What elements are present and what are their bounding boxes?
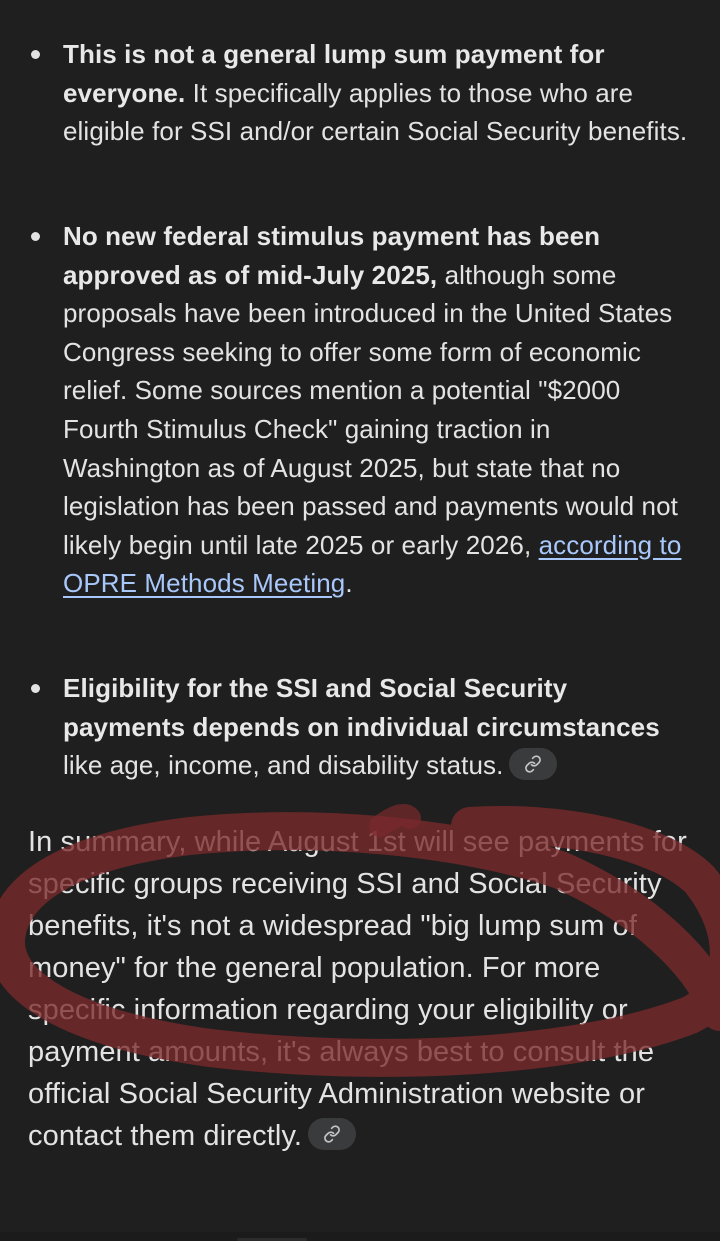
bullet-1-bold-text: This is not a general lump sum payment for everyone. [63, 39, 605, 108]
source-link-chip[interactable] [509, 748, 557, 780]
bullet-item-lump-sum [63, 35, 688, 151]
bullet-dot [31, 684, 40, 693]
link-icon [524, 755, 542, 773]
bottom-bar [0, 1232, 720, 1241]
bullet-2-bold-text: No new federal stimulus payment has been approved as of mid-July 2025, [63, 221, 601, 290]
bullet-item-eligibility [63, 669, 688, 785]
link-icon [323, 1125, 341, 1143]
bullet-dot [31, 50, 40, 59]
bullet-dot [31, 232, 40, 241]
bullet-3-bold-text: Eligibility for the SSI and Social Security payments depends on individual circumstances [63, 673, 660, 742]
summary-text: In summary, while August 1st will see payments for specific groups receiving SSI and Social Security benefits, it's not a widespread "big lump sum of money" for the general population. For more specific information regarding your eligibility or payment amounts, it's always best to consult the official Social Security Administration website or contact them directly. [28, 826, 687, 1152]
bullet-3-text: like age, income, and disability status. [63, 750, 504, 781]
bullet-item-stimulus [63, 217, 688, 603]
opre-methods-meeting-link[interactable]: according to OPRE Methods Meeting [63, 529, 682, 599]
bullet-1-text: It specifically applies to those who are eligible for SSI and/or certain Social Security benefits. [63, 77, 688, 147]
summary-source-link-chip[interactable] [308, 1118, 356, 1150]
bullet-2-text: although some proposals have been introduced in the United States Congress seeking to offer some form of economic relief. Some sources mention a potential "$2000 Fourth Stimulus Check" gaining traction in Washington as of August 2025, but state that no legislation has been passed and payments would not likely begin until late 2025 or early 2026, [63, 259, 678, 560]
summary-paragraph [28, 821, 694, 1157]
bullet-2-after: . [345, 568, 353, 599]
